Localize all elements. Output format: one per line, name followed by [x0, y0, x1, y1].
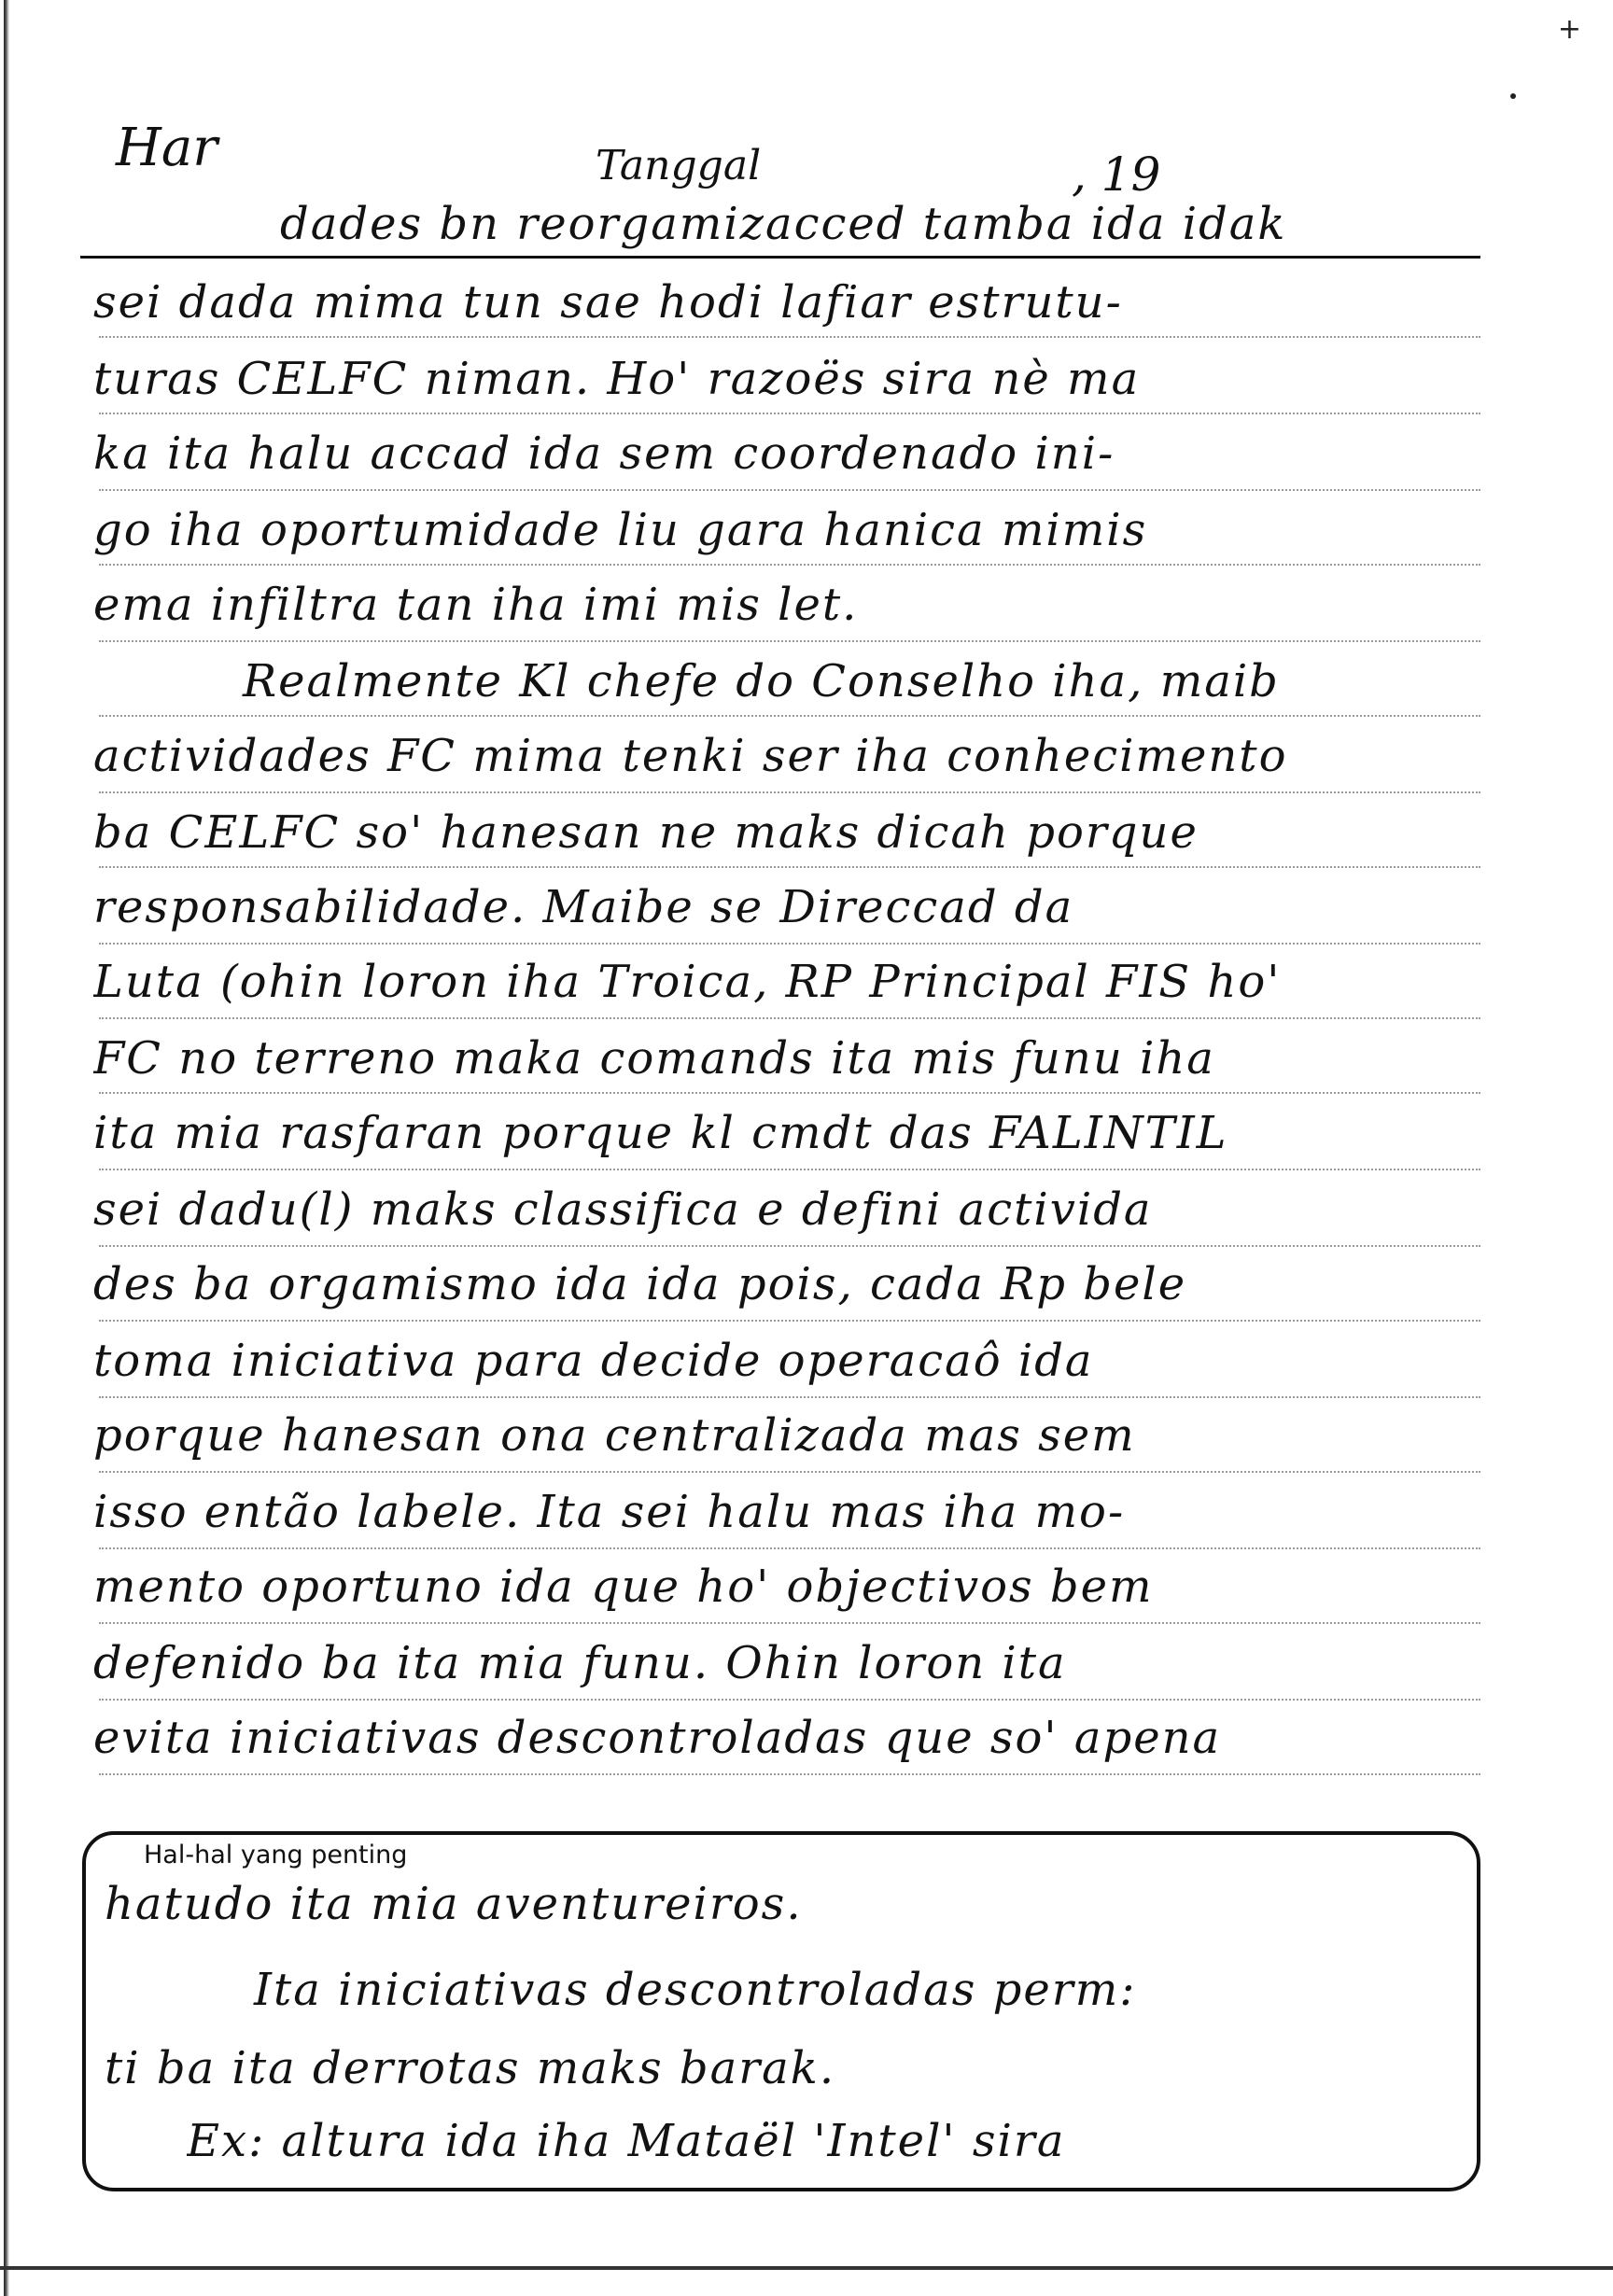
important-notes-label: Hal-hal yang penting	[144, 1841, 408, 1869]
handwritten-line: mento oportuno ida que ho' objectivos bem	[93, 1561, 1154, 1613]
header-year-label: , 19	[1072, 147, 1161, 202]
handwritten-line: Luta (ohin loron iha Troica, RP Principal FIS ho'	[93, 956, 1282, 1008]
header-tanggal-label: Tanggal	[596, 142, 762, 189]
handwritten-line: defenido ba ita mia funu. Ohin loron ita	[93, 1637, 1067, 1689]
handwritten-line: porque hanesan ona centralizada mas sem	[93, 1409, 1136, 1462]
handwritten-line: ba CELFC so' hanesan ne maks dicah porque	[93, 806, 1199, 859]
handwritten-line: ita mia rasfaran porque kl cmdt das FALINTIL	[93, 1107, 1228, 1159]
handwritten-line: Realmente Kl chefe do Conselho iha, maib	[243, 655, 1280, 707]
page-left-edge	[4, 0, 9, 2296]
handwritten-line: evita iniciativas descontroladas que so' apena	[93, 1712, 1222, 1764]
handwritten-line: sei dada mima tun sae hodi lafiar estrutu-	[93, 276, 1123, 329]
handwritten-line: FC no terreno maka comands ita mis funu iha	[93, 1032, 1215, 1085]
handwritten-line: ka ita halu accad ida sem coordenado ini-	[93, 427, 1115, 480]
handwritten-line: go iha oportumidade liu gara hanica mimis	[93, 504, 1148, 556]
ink-speck	[1510, 93, 1516, 99]
handwritten-line: Ex: altura ida iha Mataël 'Intel' sira	[187, 2115, 1066, 2167]
handwritten-line: actividades FC mima tenki ser iha conhecimento	[93, 730, 1288, 782]
handwritten-line: ema infiltra tan iha imi mis let.	[93, 579, 859, 631]
handwritten-line: responsabilidade. Maibe se Direccad da	[93, 881, 1074, 933]
handwritten-line: sei dadu(l) maks classifica e defini activida	[93, 1183, 1153, 1236]
handwritten-line: Ita iniciativas descontroladas perm:	[254, 1964, 1137, 2016]
handwritten-line: turas CELFC niman. Ho' razoës sira nè ma	[93, 353, 1141, 405]
handwritten-line: toma iniciativa para decide operacaô ida	[93, 1335, 1094, 1387]
handwritten-line: des ba orgamismo ida ida pois, cada Rp bele	[93, 1258, 1187, 1310]
handwritten-line: dades bn reorgamizacced tamba ida idak	[280, 198, 1287, 250]
handwritten-line: hatudo ita mia aventureiros.	[105, 1878, 803, 1930]
corner-mark: +	[1557, 13, 1581, 46]
page-bottom-edge	[0, 2266, 1613, 2270]
handwritten-line: ti ba ita derrotas maks barak.	[105, 2042, 836, 2094]
header-hari-label: Har	[116, 118, 217, 178]
handwritten-line: isso então labele. Ita sei halu mas iha mo-	[93, 1486, 1126, 1538]
